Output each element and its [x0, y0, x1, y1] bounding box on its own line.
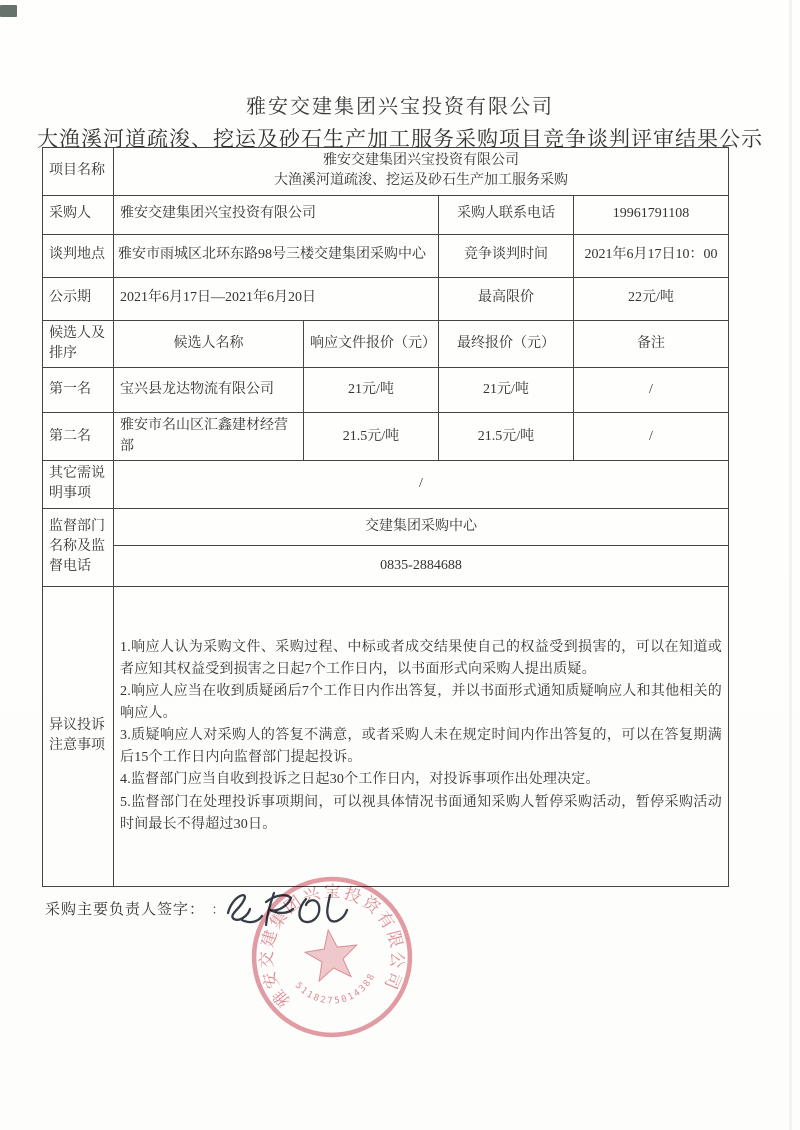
paper-edge-shadow	[789, 0, 792, 1130]
objection-item: 3.质疑响应人对采购人的答复不满意，或者采购人未在规定时间内作出答复的，可以在答复期满后15个工作日内向监督部门提起投诉。	[120, 728, 722, 766]
max-price-value: 22元/吨	[574, 277, 729, 320]
candidate-name: 宝兴县龙达物流有限公司	[114, 368, 304, 413]
purchaser-phone-value: 19961791108	[574, 195, 729, 234]
candidates-header-row	[43, 320, 729, 368]
objection-item: 1.响应人认为采购文件、采购过程、中标或者成交结果使自己的权益受到损害的，可以在知道或者应知其权益受到损害之日起7个工作日内，以书面形式向采购人提出质疑。	[120, 639, 722, 677]
seal-star-icon	[302, 926, 360, 982]
table-row	[43, 277, 729, 320]
objection-item: 5.监督部门在处理投诉事项期间，可以视具体情况书面通知采购人暂停采购活动，暂停采购活动时间最长不得超过30日。	[120, 794, 722, 832]
other-notes-value: /	[114, 461, 729, 509]
negotiation-place-label: 谈判地点	[43, 234, 114, 277]
candidates-rank-header: 候选人及排序	[43, 320, 114, 368]
candidate-response-price: 21.5元/吨	[304, 413, 439, 461]
objection-label: 异议投诉注意事项	[43, 586, 114, 886]
publicity-period-label: 公示期	[43, 277, 114, 320]
candidate-response-price: 21元/吨	[304, 368, 439, 413]
supervision-label: 监督部门名称及监督电话	[43, 508, 114, 586]
purchaser-value: 雅安交建集团兴宝投资有限公司	[114, 195, 439, 234]
signature-line	[45, 898, 226, 919]
seal-number-text: 5118275014388	[292, 971, 379, 1007]
candidate-row	[43, 368, 729, 413]
candidate-rank: 第二名	[43, 413, 114, 461]
stray-colon-artifact: ：	[211, 902, 226, 917]
negotiation-place-value: 雅安市雨城区北环东路98号三楼交建集团采购中心	[114, 234, 439, 277]
notice-table	[42, 147, 729, 887]
document-title-block	[0, 90, 800, 153]
publicity-period-value: 2021年6月17日—2021年6月20日	[114, 277, 439, 320]
signature-label: 采购主要负责人签字：	[45, 902, 198, 918]
max-price-label: 最高限价	[439, 277, 574, 320]
table-row	[43, 508, 729, 545]
project-name-line1: 雅安交建集团兴宝投资有限公司	[323, 153, 519, 168]
table-row	[43, 234, 729, 277]
supervision-phone-value: 0835-2884688	[114, 545, 729, 586]
notice-title: 大渔溪河道疏浚、挖运及砂石生产加工服务采购项目竞争谈判评审结果公示	[37, 127, 763, 151]
objection-item: 2.响应人应当在收到质疑函后7个工作日内作出答复，并以书面形式通知质疑响应人和其他相关的响应人。	[120, 684, 722, 722]
supervision-name-value: 交建集团采购中心	[114, 508, 729, 545]
candidates-final-price-header: 最终报价（元）	[439, 320, 574, 368]
table-row	[43, 545, 729, 586]
table-row	[43, 461, 729, 509]
purchaser-label: 采购人	[43, 195, 114, 234]
candidate-remark: /	[574, 368, 729, 413]
candidates-remark-header: 备注	[574, 320, 729, 368]
seal-company-text: 雅安交建集团兴宝投资有限公司	[257, 882, 408, 1011]
objection-row	[43, 586, 729, 886]
table-row	[43, 148, 729, 196]
negotiation-time-value: 2021年6月17日10：00	[574, 234, 729, 277]
candidates-name-header: 候选人名称	[114, 320, 304, 368]
table-row	[43, 195, 729, 234]
company-title: 雅安交建集团兴宝投资有限公司	[246, 96, 554, 118]
project-name-line2: 大渔溪河道疏浚、挖运及砂石生产加工服务采购	[274, 173, 568, 189]
candidate-rank: 第一名	[43, 368, 114, 413]
negotiation-time-label: 竞争谈判时间	[439, 234, 574, 277]
candidate-final-price: 21元/吨	[439, 368, 574, 413]
candidates-response-price-header: 响应文件报价（元）	[304, 320, 439, 368]
project-name-value	[114, 148, 729, 196]
candidate-row	[43, 413, 729, 461]
candidate-final-price: 21.5元/吨	[439, 413, 574, 461]
scan-artifact-smudge	[0, 5, 17, 17]
purchaser-phone-label: 采购人联系电话	[439, 195, 574, 234]
company-seal	[246, 871, 418, 1043]
project-name-label: 项目名称	[43, 148, 114, 196]
objection-item: 4.监督部门应当自收到投诉之日起30个工作日内，对投诉事项作出处理决定。	[120, 772, 600, 788]
candidate-remark: /	[574, 413, 729, 461]
other-notes-label: 其它需说明事项	[43, 461, 114, 509]
candidate-name: 雅安市名山区汇鑫建材经营部	[114, 413, 304, 461]
objection-content	[114, 586, 729, 886]
